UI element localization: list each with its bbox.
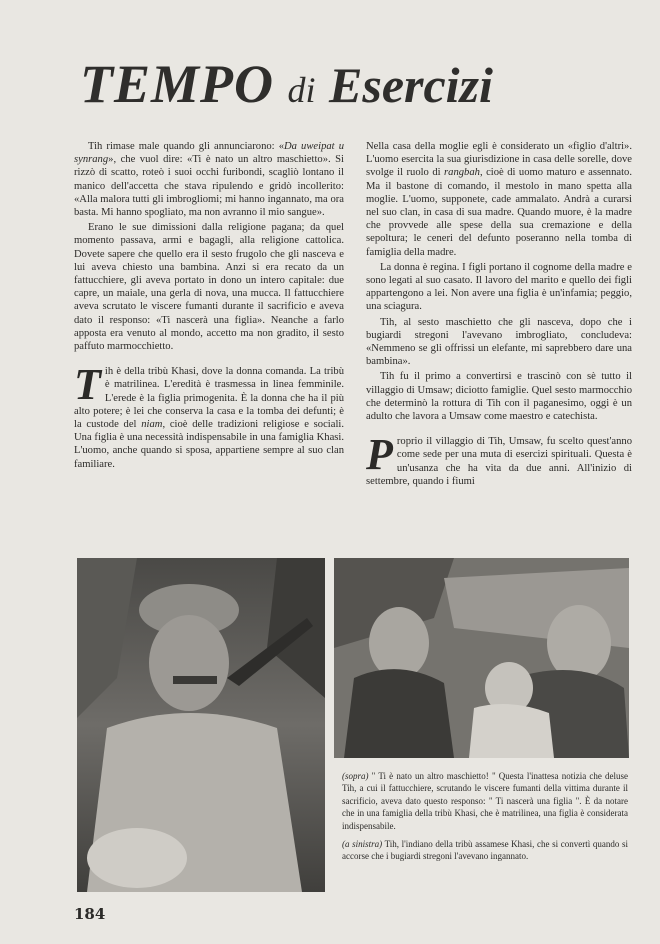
caption-text: " Ti è nato un altro maschietto! " Questa l'inattesa notizia che deluse Tih, a cui il fattucchiere, scrutando le viscere fumanti della vittima durante il sacrificio, aveva dato questo responso: " Ti nascerà una figlia ". È da notare che in una famiglia della tribù Khasi, che è matrilinea, una figlia è considerata indispensabile. [342, 771, 628, 831]
text-run-italic: rangbah [444, 167, 480, 179]
text-run: », che vuol dire: «Ti è nato un altro maschietto». Si rizzò di scatto, roteò i suoi occhi furibondi, scagliò lontano il manico dell'accetta che stava ripulendo e gridò incollerito: «Alla malora tutti gli imbrogliomi; mi hanno ingannato, ma ora basta. Mi hanno spogliato, ma non avranno il mio sangue». [74, 154, 344, 219]
right-column [366, 140, 632, 490]
drop-cap: P [366, 430, 393, 480]
caption-tag: (a sinistra) [342, 839, 383, 850]
drop-cap: T [74, 360, 101, 410]
text-run: , cioè delle tradizioni religiose e sociali. Una figlia è una necessità indispensabile in una famiglia Khasi. L'uomo, anche quando si sposa, appartiene sempre al suo clan familiare. [74, 419, 344, 470]
text-run: ih è della tribù Khasi, dove la donna comanda. La tribù è matrilinea. L'eredità è trasmessa in linea femminile. L'erede è la figlia primogenita. È la donna che ha il più alto potere; è lei che conserva la casa e la tomba dei defunti; è la custode del [74, 366, 344, 431]
paragraph-dropcap [366, 430, 632, 488]
paragraph: Tih fu il primo a convertirsi e trascinò con sè tutto il villaggio di Umsaw; diciotto famiglie. Quel sesto marmocchio che determinò la rottura di Tih con il paganesimo, oggi è un adulto che lavora a Umsaw come maestro e catechista. [366, 371, 632, 423]
paragraph [74, 140, 344, 219]
article-title [80, 54, 600, 120]
caption-above [342, 770, 628, 832]
photo-placeholder-image [77, 558, 325, 892]
photo-man-with-pipe [77, 558, 325, 892]
photo-women-with-baby [334, 558, 629, 758]
paragraph-dropcap [74, 360, 344, 471]
page-number: 184 [74, 905, 106, 923]
text-run: Nella casa della moglie egli è considerato un «figlio d'altri». L'uomo esercita la sua giurisdizione in casa delle sorelle, dove svolge il ruolo di [366, 141, 632, 179]
text-run-italic: Da uweipat u synrang [74, 141, 344, 166]
caption-left [342, 838, 628, 863]
text-run: Tih rimase male quando gli annunciarono: « [88, 141, 285, 152]
left-column [74, 140, 344, 473]
title-word-di: di [287, 70, 316, 110]
photo-placeholder-image [334, 558, 629, 758]
text-run: , cioè di uomo maturo e assennato. Ma il bastone di comando, il mestolo in mano spetta alla moglie. L'uomo, supponete, cade ammalato. Andrà a curarsi nel suo clan, in casa di sua madre. Quando muore, è la madre che provvede alle spese della sua cremazione e della sepoltura; le ceneri del defunto poseranno nella tomba di famiglia della madre. [366, 167, 632, 258]
paragraph: Tih, al sesto maschietto che gli nasceva, dopo che i bugiardi stregoni l'avevano imbrogliato, concludeva: «Nemmeno se gli offrissi un elefante, mi saprebbero dare una bambina». [366, 316, 632, 368]
caption-text: Tih, l'indiano della tribù assamese Khasi, che si convertì quando si accorse che i bugiardi stregoni l'avevano ingannato. [342, 839, 628, 862]
title-word-tempo: TEMPO [80, 54, 274, 114]
paragraph: La donna è regina. I figli portano il cognome della madre e sono legati al suo casato. Il lavoro del marito e quello dei figli appartengono a lei. Non avere una figlia è un'infamia; peggio, una sciagura. [366, 261, 632, 313]
text-run-italic: niam [141, 419, 163, 431]
text-run: roprio il villaggio di Tih, Umsaw, fu scelto quest'anno come sede per una muta di esercizi spirituali. Questa è un'usanza che ha vita da due anni. All'inizio di settembre, quando i fiumi [366, 436, 632, 487]
photo-caption [342, 770, 628, 869]
paragraph: Erano le sue dimissioni dalla religione pagana; da quel momento passava, armi e bagagli, alla religione cattolica. Dovete sapere che quello era il sesto frugolo che gli nasceva e lui aveva chiesto una bambina. Anzi si era recato da un fattucchiere, gli aveva portato in dono un intero capitale: due capre, un maiale, una gerla di nova, una mucca. Il fattucchiere aveva scrutato le viscere fumanti durante il sacrificio e aveva dato il responso: «Ti nascerà una figlia». Neanche a farlo apposta era venuto al mondo, accetto ma non gradito, il sesto paffuto marmocchietto. [74, 222, 344, 353]
paragraph [366, 140, 632, 259]
title-word-esercizi: Esercizi [329, 57, 493, 113]
caption-tag: (sopra) [342, 771, 369, 781]
